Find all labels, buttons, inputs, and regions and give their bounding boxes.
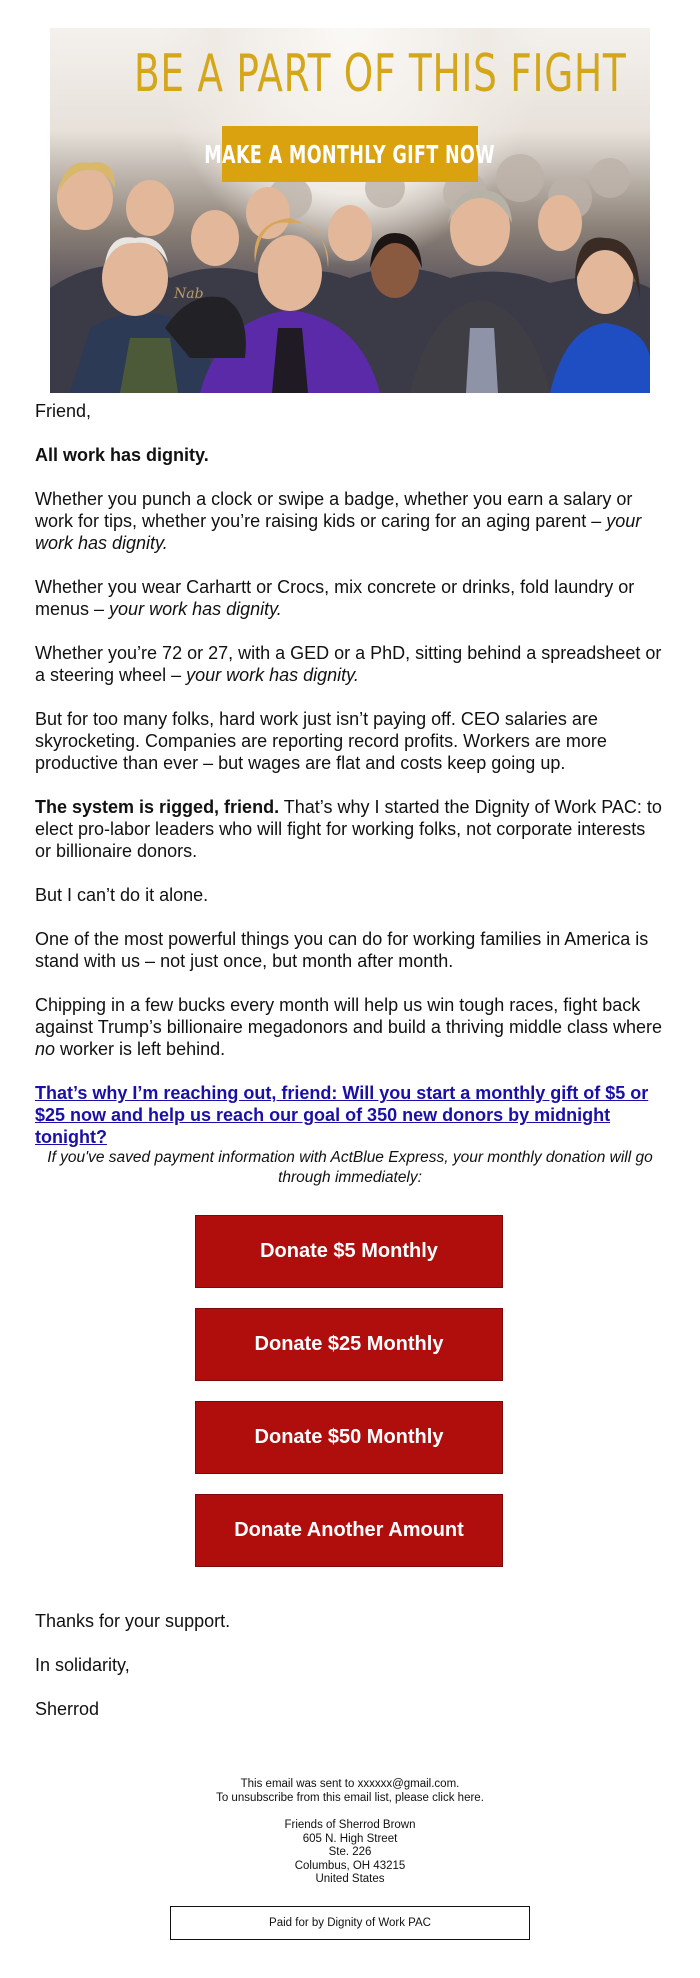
- monthly-gift-cta-button[interactable]: [204, 126, 496, 182]
- footer-address-line: United States: [315, 1873, 385, 1885]
- paragraph-carhartt: [35, 576, 665, 620]
- monthly-gift-ask-link[interactable]: That’s why I’m reaching out, friend: Will you start a monthly gift of $5 or $25 now and help us reach our goal of 350 new donors by midnight tonight?: [35, 1083, 649, 1147]
- paragraph-text: Chipping in a few bucks every month will help us win tough races, fight back against Trump’s billionaire megadonors and build a thriving middle class where: [35, 995, 663, 1037]
- paragraph-ceo-salaries: But for too many folks, hard work just isn’t paying off. CEO salaries are skyrocketing. Companies are reporting record profits. Workers are more productive than ever – but wages are flat and costs keep going up.: [35, 709, 607, 773]
- paragraph-text: That’s why I started the Dignity of Work PAC: to elect pro-labor leaders who will fight for working folks, not corporate interests or billionaire donors.: [35, 797, 662, 861]
- paragraph-text: worker is left behind.: [55, 1039, 226, 1059]
- paragraph-system-rigged: [35, 796, 665, 862]
- cta-label: MAKE A MONTHLY GIFT NOW: [204, 139, 496, 169]
- thanks-line: Thanks for your support.: [35, 1611, 231, 1631]
- lede: All work has dignity.: [35, 445, 209, 465]
- paragraph-emphasis: your work has dignity.: [186, 665, 359, 685]
- signature-name: Sherrod: [35, 1699, 100, 1719]
- email-body: [35, 400, 665, 1148]
- unsubscribe-link[interactable]: To unsubscribe from this email list, please click here.: [216, 1792, 484, 1804]
- paragraph-cant-alone: But I can’t do it alone.: [35, 885, 209, 905]
- sweater-lettering: Nab: [174, 286, 204, 302]
- hero-headline: BE A PART OF THIS FIGHT: [133, 44, 627, 104]
- paragraph-chipping-in: [35, 994, 665, 1060]
- paragraph-emphasis: no: [35, 1039, 56, 1059]
- paragraph-powerful: One of the most powerful things you can do for working families in America is stand with us – not just once, but month after month.: [35, 929, 649, 971]
- footer-address-line: 605 N. High Street: [302, 1833, 398, 1845]
- paragraph-text: Whether you punch a clock or swipe a badge, whether you earn a salary or work for tips, whether you’re raising kids or caring for an aging parent –: [35, 489, 633, 531]
- donate-25-monthly-button[interactable]: Donate $25 Monthly: [195, 1308, 503, 1381]
- paragraph-punch-clock: [35, 488, 665, 554]
- paragraph-strong: The system is rigged, friend.: [35, 797, 280, 817]
- paragraph-emphasis: your work has dignity.: [35, 511, 642, 553]
- paragraph-text: Whether you wear Carhartt or Crocs, mix concrete or drinks, fold laundry or menus –: [35, 577, 635, 619]
- footer-sent-to: This email was sent to xxxxxx@gmail.com.: [240, 1778, 460, 1790]
- actblue-express-note: If you've saved payment information with ActBlue Express, your monthly donation will go through immediately:: [47, 1149, 653, 1186]
- footer-address-line: Columbus, OH 43215: [294, 1860, 406, 1872]
- paragraph-age: [35, 642, 665, 686]
- footer-unsubscribe: [0, 1792, 700, 1806]
- paid-for-disclaimer: Paid for by Dignity of Work PAC: [170, 1906, 530, 1940]
- closing-line: In solidarity,: [35, 1655, 130, 1675]
- donate-5-monthly-button[interactable]: Donate $5 Monthly: [195, 1215, 503, 1288]
- donate-50-monthly-button[interactable]: Donate $50 Monthly: [195, 1401, 503, 1474]
- footer-address-line: Ste. 226: [328, 1846, 372, 1858]
- donate-another-amount-button[interactable]: Donate Another Amount: [195, 1494, 503, 1567]
- paragraph-emphasis: your work has dignity.: [109, 599, 282, 619]
- paragraph-text: Whether you’re 72 or 27, with a GED or a PhD, sitting behind a spreadsheet or a steering wheel –: [35, 643, 662, 685]
- footer-address-line: Friends of Sherrod Brown: [284, 1819, 416, 1831]
- greeting: Friend,: [35, 401, 92, 421]
- hero-banner[interactable]: [50, 28, 650, 393]
